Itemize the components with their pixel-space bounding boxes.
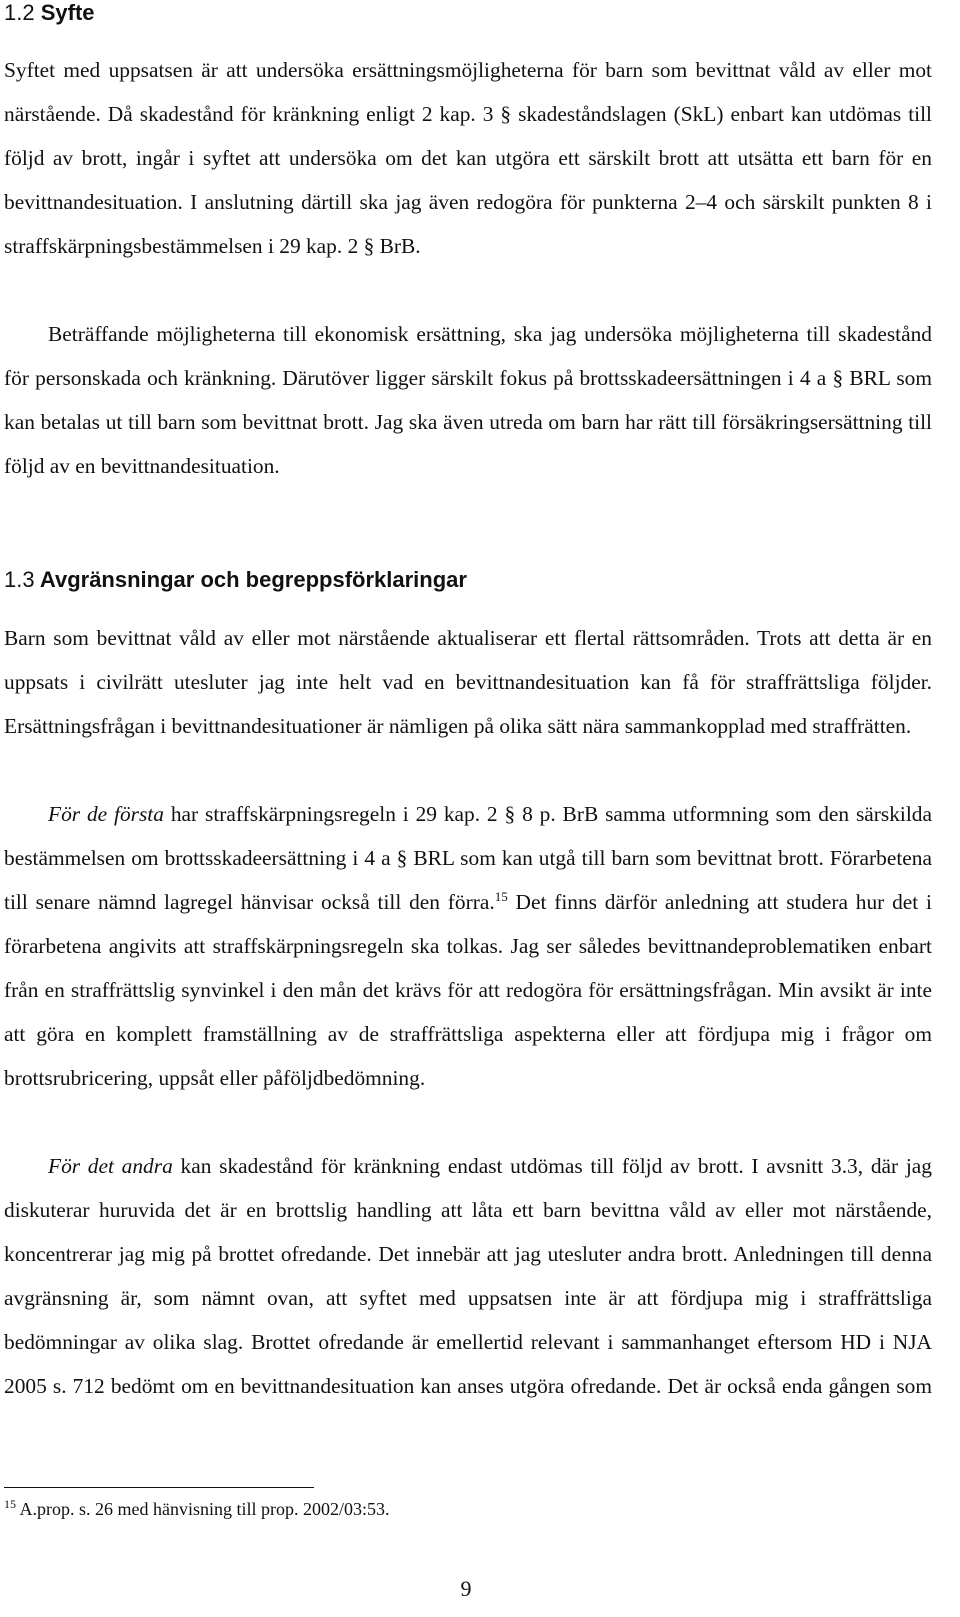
paragraph-text: har straffskärpningsregeln i 29 kap. 2 § 8 p. BrB samma utformning som den särskilda bestämmelsen om brottsskadeersättning i 4 a § BRL som kan utgå till barn som bevittnat brott. Förarbetena till senare nämnd lagregel hänvisar också till den förra. [4, 802, 932, 914]
footnote [4, 1497, 390, 1521]
footnote-number: 15 [4, 1497, 16, 1511]
paragraph [4, 1144, 932, 1408]
paragraph: Syftet med uppsatsen är att undersöka ersättningsmöjligheterna för barn som bevittnat våld av eller mot närstående. Då skadestånd för kränkning enligt 2 kap. 3 § skadeståndslagen (SkL) enbart kan utdömas till följd av brott, ingår i syftet att undersöka om det kan utgöra ett särskilt brott att utsätta ett barn för en bevittnandesituation. I anslutning därtill ska jag även redogöra för punkterna 2–4 och särskilt punkten 8 i straffskärpningsbestämmelsen i 29 kap. 2 § BrB. [4, 58, 932, 258]
paragraph: Barn som bevittnat våld av eller mot närstående aktualiserar ett flertal rättsområden. Trots att detta är en uppsats i civilrätt utesluter jag inte helt vad en bevittnandesituation kan få för straffrättsliga följder. Ersättningsfrågan i bevittnandesituationer är nämligen på olika sätt nära sammankopplad med straffrätten. [4, 626, 932, 738]
section-heading-avgransningar [4, 567, 467, 593]
footnote-separator [4, 1487, 314, 1488]
paragraph-text: kan skadestånd för kränkning endast utdömas till följd av brott. I avsnitt 3.3, där jag diskuterar huruvida det är en brottslig handling att låta ett barn bevittna våld av eller mot närstående, koncentrerar jag mig på brottet ofredande. Det innebär att jag utesluter andra brott. Anledningen till denna avgränsning är, som nämnt ovan, att syftet med uppsatsen inte är att fördjupa mig i straffrättsliga bedömningar av olika slag. Brottet ofredande är emellertid relevant i sammanhanget eftersom HD i NJA 2005 s. 712 bedömt om en bevittnandesituation kan anses utgöra ofredande. Det är också enda gången som [4, 1154, 932, 1398]
paragraph [4, 792, 932, 1100]
paragraph-lead-italic: För de första [48, 802, 164, 826]
footnote-text: A.prop. s. 26 med hänvisning till prop. 2002/03:53. [16, 1499, 390, 1519]
section-heading-syfte [4, 0, 95, 26]
section-number: 1.2 [4, 0, 35, 25]
paragraph-lead-italic: För det andra [48, 1154, 173, 1178]
footnote-reference[interactable]: 15 [494, 888, 508, 904]
paragraph: Beträffande möjligheterna till ekonomisk ersättning, ska jag undersöka möjligheterna till skadestånd för personskada och kränkning. Därutöver ligger särskilt fokus på brottsskadeersättningen i 4 a § BRL som kan betalas ut till barn som bevittnat brott. Jag ska även utreda om barn har rätt till försäkringsersättning till följd av en bevittnandesituation. [4, 322, 932, 478]
section-number: 1.3 [4, 567, 35, 592]
page-number: 9 [460, 1576, 472, 1601]
section-title: Syfte [40, 0, 95, 25]
section-title: Avgränsningar och begreppsförklaringar [39, 567, 467, 592]
paragraph-text: Det finns därför anledning att studera hur det i förarbetena angivits att straffskärpningsregeln ska tolkas. Jag ser således bevittnandeproblematiken enbart från en straffrättslig synvinkel i den mån det krävs för att redogöra för ersättningsfrågan. Min avsikt är inte att göra en komplett framställning av de straffrättsliga aspekterna eller att fördjupa mig i frågor om brottsrubricering, uppsåt eller påföljdbedömning. [4, 890, 932, 1090]
